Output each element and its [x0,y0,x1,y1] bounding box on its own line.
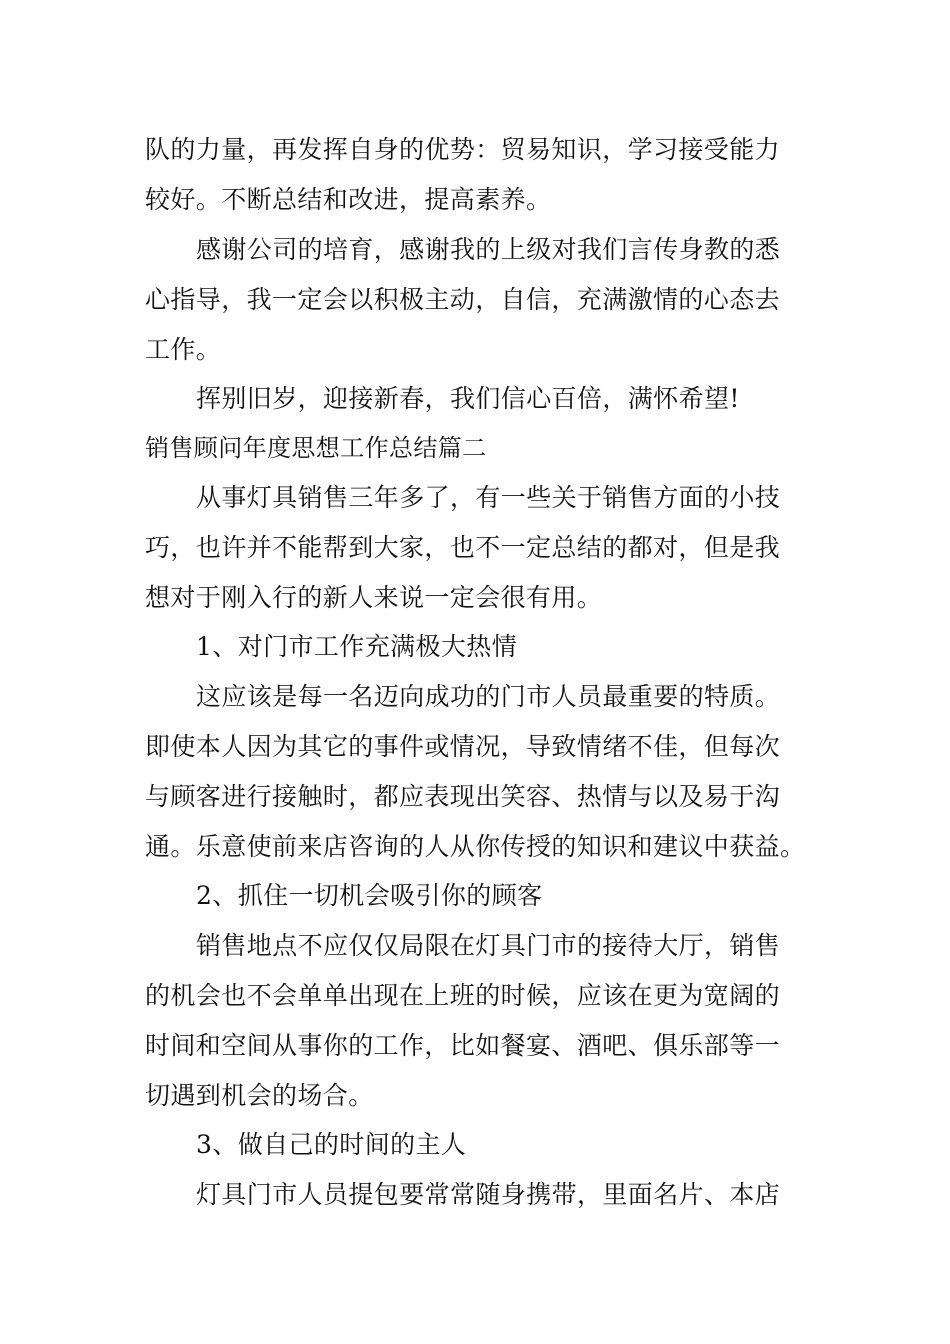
paragraph-line: 灯具门市人员提包要常常随身携带，里面名片、本店 [196,1180,781,1209]
list-item-heading: 1、对门市工作充满极大热情 [196,632,518,661]
paragraph-line: 队的力量，再发挥自身的优势：贸易知识，学习接受能力 [145,135,781,164]
paragraph-line: 通。乐意使前来店咨询的人从你传授的知识和建议中获益。 [145,832,806,861]
paragraph-line: 切遇到机会的场合。 [145,1081,374,1110]
paragraph-line: 感谢公司的培育，感谢我的上级对我们言传身教的悉 [196,235,781,264]
list-item-heading: 2、抓住一切机会吸引你的顾客 [196,881,543,910]
paragraph-line: 较好。不断总结和改进，提高素养。 [145,185,552,214]
paragraph-line: 挥别旧岁，迎接新春，我们信心百倍，满怀希望! [196,384,740,413]
section-heading: 销售顾问年度思想工作总结篇二 [145,434,487,462]
paragraph-line: 心指导，我一定会以积极主动，自信，充满激情的心态去 [145,285,781,314]
paragraph-line: 的机会也不会单单出现在上班的时候，应该在更为宽阔的 [145,981,781,1010]
paragraph-line: 与顾客进行接触时，都应表现出笑容、热情与以及易于沟 [145,782,781,811]
paragraph-line: 时间和空间从事你的工作，比如餐宴、酒吧、俱乐部等一 [145,1031,781,1060]
paragraph-line: 工作。 [145,335,222,364]
paragraph-line: 巧，也许并不能帮到大家，也不一定总结的都对，但是我 [145,533,781,562]
list-item-heading: 3、做自己的时间的主人 [196,1130,467,1159]
paragraph-line: 这应该是每一名迈向成功的门市人员最重要的特质。 [196,682,781,711]
paragraph-line: 想对于刚入行的新人来说一定会很有用。 [145,583,603,612]
paragraph-line: 即使本人因为其它的事件或情况，导致情绪不佳，但每次 [145,732,781,761]
paragraph-line: 从事灯具销售三年多了，有一些关于销售方面的小技 [196,483,781,512]
paragraph-line: 销售地点不应仅仅局限在灯具门市的接待大厅，销售 [196,931,781,960]
